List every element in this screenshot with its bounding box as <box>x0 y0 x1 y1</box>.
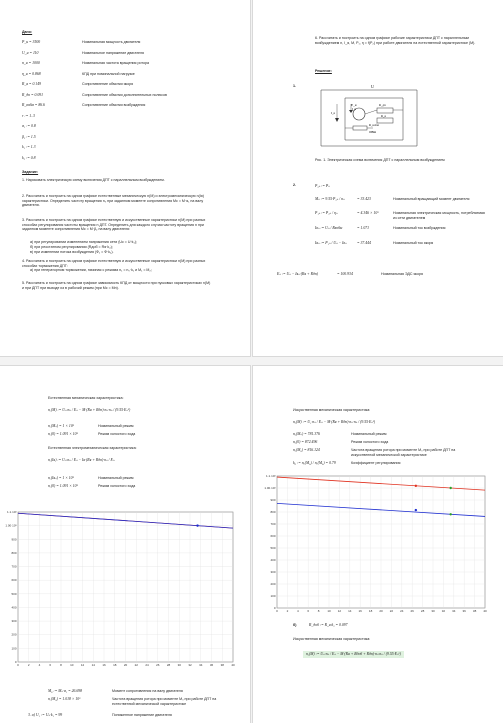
y-tick-label: 300 <box>270 570 276 574</box>
x-tick-label: 32 <box>188 663 192 667</box>
page-1 <box>0 0 250 356</box>
y-tick-label: 300 <box>11 619 17 624</box>
result-description: Номинальный режим <box>98 424 134 428</box>
p3-heading-2: Естественная электромеханическая характеристика: <box>48 446 137 450</box>
param-symbol: R_дп = 0.091 <box>22 92 44 97</box>
task-item: а) при регулировании изменением напряжения сети (Uc = U·k₁); <box>30 240 137 244</box>
param-symbol: n_н = 1000 <box>22 61 40 65</box>
result-description: Режим холостого хода <box>98 432 136 436</box>
y-tick-label: 900 <box>11 537 17 542</box>
y-tick-label: 0 <box>273 606 276 610</box>
p3-eq-1: nₑ(M) := Uₙ·nₙ / Eₙ − M·(Rя + Rдп)·nₙ·nₙ / (9.55·Eₙ²) <box>48 408 131 412</box>
calc-formula: Mₙ := 9.55·P₂ₙ / nₙ <box>315 197 345 201</box>
x-tick-label: 14 <box>348 609 352 613</box>
task-item: б) при реостатном регулировании (Rдоб = Rя·k₂); <box>30 245 113 249</box>
param-description: Сопротивление обмотки якоря <box>82 82 134 86</box>
calc-value: = 33.423 <box>357 197 371 201</box>
x-tick-label: 40 <box>483 609 487 613</box>
result-description: Номинальный режим <box>351 432 387 436</box>
result-formula: nₐ(0) = 872.496 <box>293 440 318 444</box>
result-formula: k₀ := nₐ(M₀) / nₑ(M₀) = 0.79 <box>293 461 336 465</box>
data-point <box>449 487 451 489</box>
task-item: 5. Рассчитать и построить на одном графике зависимость КПД от мощности при пусковых характеристиках n(M) и при ДПТ при выходе из в рабочий режим (при Mс = Mн). <box>22 281 211 290</box>
result-formula: nₐ(M₀) = 816.124 <box>293 448 320 452</box>
x-tick-label: 2 <box>27 663 30 667</box>
result-description: Номинальный режим <box>98 476 134 480</box>
calc-value: = 4.346 × 10³ <box>357 211 379 215</box>
param-description: Сопротивление обмотки возбуждения <box>82 103 146 107</box>
y-tick-label: 100 <box>11 646 17 651</box>
y-tick-label: 500 <box>270 546 276 550</box>
chart-natural-characteristic <box>0 366 250 723</box>
y-tick-label: 600 <box>11 578 17 583</box>
page-3 <box>0 366 250 723</box>
x-tick-label: 0 <box>17 663 19 667</box>
task-item: 4. Рассчитать и построить на одном графике естественную и искусственные характеристики n(M) при разных способах торможения ДПТ: <box>22 259 206 268</box>
x-tick-label: 38 <box>472 609 477 613</box>
x-tick-label: 22 <box>134 663 138 667</box>
x-tick-label: 28 <box>420 609 425 613</box>
label-OVSH: ОВШ <box>369 130 377 134</box>
y-tick-label: 700 <box>11 564 17 569</box>
task-title: Задание: <box>22 170 39 174</box>
item-2: 2. <box>293 183 296 187</box>
y-tick-label: 800 <box>11 550 17 555</box>
y-tick-label: 0 <box>14 660 17 664</box>
x-tick-label: 36 <box>209 663 214 667</box>
label-Ia: I_я <box>331 111 335 115</box>
data-point <box>415 485 417 487</box>
label-Rvo: R_вобм <box>369 123 379 127</box>
x-tick-label: 12 <box>80 663 85 667</box>
param-symbol: α₁ := 0.8 <box>22 124 36 128</box>
result-description: Режим холостого хода <box>98 484 136 488</box>
result-formula: nₑ(Iяₙ) = 1 × 10³ <box>48 476 74 480</box>
x-tick-label: 32 <box>441 609 446 613</box>
p3-heading-1: Естественная механическая характеристика: <box>48 396 124 400</box>
y-tick-label: 1.00·10³ <box>264 486 276 490</box>
x-tick-label: 20 <box>379 609 383 613</box>
x-tick-label: 16 <box>102 663 106 667</box>
x-tick-label: 8 <box>317 609 320 613</box>
x-tick-label: 10 <box>70 663 74 667</box>
circuit-diagram <box>307 84 427 156</box>
x-tick-label: 40 <box>231 663 235 667</box>
label-Ra-res: R_я <box>381 114 386 118</box>
x-tick-label: 28 <box>166 663 171 667</box>
rdob-formula: R_доб := R_я·k₂ = 0.097 <box>309 623 348 627</box>
param-symbol: U_н = 110 <box>22 50 39 55</box>
p4-heading-2: Искусственная механическая характеристика: <box>293 637 371 641</box>
param-description: Сопротивление обмотки дополнительных полюсов <box>82 92 167 97</box>
param-symbol: R_вобм = 86.6 <box>22 103 45 107</box>
param-symbol: k₂ := 0.8 <box>22 155 36 160</box>
page-2 <box>253 0 503 356</box>
x-tick-label: 10 <box>327 609 331 613</box>
x-tick-label: 4 <box>296 609 299 613</box>
calc-formula: Iяₙ := P₁ₙ / Uₙ − Iвₙ <box>315 241 347 245</box>
calc-value: = 37.444 <box>357 241 371 245</box>
figure-caption: Рис. 1. Электрическая схема включения ДПТ с параллельным возбуждением <box>315 158 445 162</box>
result-description: Режим холостого хода <box>351 440 389 444</box>
emf-desc: Номинальная ЭДС якоря <box>381 272 423 276</box>
result-description: Частота вращения ротора при моменте M₀ при работе ДПТ на искусственной механической характеристике <box>351 448 456 457</box>
x-tick-label: 34 <box>199 663 203 667</box>
y-tick-label: 800 <box>270 510 276 514</box>
x-tick-label: 4 <box>38 663 41 667</box>
y-tick-label: 700 <box>270 522 276 526</box>
solution-title: Решение: <box>315 69 332 73</box>
x-tick-label: 34 <box>452 609 456 613</box>
result-formula: nₑ(0) = 1.091 × 10³ <box>48 432 78 436</box>
result-formula: nₑ(M₀) = 1.018 × 10³ <box>48 697 81 701</box>
param-symbol: R_я = 0.149 <box>22 82 41 86</box>
x-tick-label: 24 <box>145 663 149 667</box>
x-tick-label: 6 <box>49 663 52 667</box>
data-point <box>415 509 417 511</box>
p4-eq-1: nₐ(M) := U₁·nₙ / Eₙ − M·(Rя + Rдп)·nₙ·nₙ / (9.55·Eₙ²) <box>293 420 376 424</box>
param-description: Номинальная частота вращения ротора <box>82 61 150 65</box>
y-tick-label: 1.1·10³ <box>265 474 276 478</box>
task-item: в) при изменении потока возбуждения (Ф₁ = Ф·k₂). <box>30 250 114 254</box>
result-description: Частота вращения ротора при моменте M₀ при работе ДПТ на естественной механической характеристике <box>112 697 217 706</box>
result-description: Момент сопротивления на валу двигателя <box>112 689 183 693</box>
calc-formula: P₂ₙ := Pₙ <box>315 184 330 188</box>
result-formula: nₐ(Mₙ) = 781.376 <box>293 432 321 436</box>
calc-description: Номинальный вращающий момент двигателя <box>393 197 470 201</box>
task-item: 1. Нарисовать электрическую схему включения ДПТ с параллельным возбуждением. <box>22 178 165 182</box>
x-tick-label: 18 <box>368 609 373 613</box>
x-tick-label: 24 <box>400 609 404 613</box>
x-tick-label: 0 <box>276 609 278 613</box>
item-1: 1. <box>293 84 296 88</box>
task-item: а) при генераторном торможении, начиная с режима n₁ = n₀·k₁ и M₁ = M₂; <box>30 268 152 272</box>
page-4 <box>253 366 503 723</box>
result-description: Пониженное напряжение двигателя <box>112 713 172 717</box>
task-item: 2. Рассчитать и построить на одном графике естественные механическую n(M) и электромеханическую n(Iя) характеристики. Определить частоту вращения n₀ при заданном моменте сопротивления Mc = M·α₁ на валу двигателя. <box>22 194 204 208</box>
y-tick-label: 500 <box>11 591 17 596</box>
calc-description: Номинальный ток возбуждения <box>393 226 446 230</box>
x-tick-label: 12 <box>337 609 342 613</box>
result-formula: M₀ := Mₙ·α₁ = 26.698 <box>48 689 83 693</box>
p4-eq-2: nₐ(M) := Uₙ·nₙ / Eₙ − M·(Rя + Rдоб + Rдп)·nₙ·nₙ / (9.55·Eₙ²) <box>303 651 404 658</box>
x-tick-label: 26 <box>410 609 414 613</box>
calc-description: Номинальный ток якоря <box>393 241 434 245</box>
task-6: 6. Рассчитать и построить на одном графике рабочие характеристики ДПТ с параллельным возбуждением n, I_я, M, P₁, η = f(P₂) при работе двигателя на естественной характеристике (М). <box>315 36 476 45</box>
param-symbol: P_н = 3500 <box>22 40 41 44</box>
result-formula: 3. а) U₁ := Uₙ·k₁ = 99 <box>28 713 63 717</box>
param-symbol: r := 1..3 <box>22 113 35 118</box>
param-description: КПД при номинальной нагрузке <box>82 71 135 76</box>
p4-heading-1: Искусственная механическая характеристика: <box>293 408 371 412</box>
y-tick-label: 100 <box>270 594 276 598</box>
result-description: Коэффициент регулирования <box>351 461 401 465</box>
given-title: Дано: <box>22 30 33 34</box>
x-tick-label: 30 <box>431 609 435 613</box>
param-symbol: β₂ := 1.5 <box>22 134 36 139</box>
item-b: б) <box>293 623 297 627</box>
x-tick-label: 20 <box>123 663 128 667</box>
y-tick-label: 900 <box>270 498 276 502</box>
x-tick-label: 16 <box>358 609 362 613</box>
calc-formula: Iвₙ := Uₙ / Rвобм <box>315 226 343 230</box>
y-tick-label: 200 <box>11 632 17 637</box>
x-tick-label: 6 <box>307 609 310 613</box>
param-description: Номинальная мощность двигателя <box>82 40 141 44</box>
task-item: 3. Рассчитать и построить на одном графике естественную и искусственные характеристики n(M) при разных способах регулирования частоты вращения n ДПТ. Определить для каждого случая частоту вращения n при заданном моменте сопротивления Mc = M·β₂ на валу двигателя: <box>22 218 206 232</box>
emf-formula: Eₙ := Uₙ − Iяₙ·(Rя + Rдп) <box>277 272 318 276</box>
calc-value: = 1.071 <box>357 226 370 230</box>
emf-value: = 100.934 <box>337 272 353 276</box>
label-E: E_я <box>351 103 357 107</box>
x-tick-label: 2 <box>286 609 289 613</box>
x-tick-label: 36 <box>462 609 466 613</box>
label-U: U <box>371 84 374 89</box>
param-symbol: k₁ := 1.3 <box>22 145 36 149</box>
x-tick-label: 38 <box>220 663 224 667</box>
data-point <box>196 524 198 526</box>
param-description: Номинальное напряжение двигателя <box>82 50 144 55</box>
x-tick-label: 30 <box>177 663 181 667</box>
x-tick-label: 18 <box>113 663 117 667</box>
p3-eq-2: nₑ(Iя) := Uₙ·nₙ / Eₙ − Iя·(Rя + Rдп)·nₙ / Eₙ <box>48 458 115 462</box>
calc-formula: P₁ₙ := P₂ₙ / ηₙ <box>315 211 338 215</box>
y-tick-label: 400 <box>11 605 17 610</box>
y-tick-label: 200 <box>270 582 276 586</box>
result-formula: nₑ(0) = 1.091 × 10³ <box>48 484 78 488</box>
x-tick-label: 26 <box>156 663 160 667</box>
data-point <box>449 513 451 515</box>
y-tick-label: 400 <box>270 558 276 562</box>
x-tick-label: 14 <box>91 663 95 667</box>
y-tick-label: 600 <box>270 534 276 538</box>
calc-description: Номинальная электрическая мощность, потребляемая из сети двигателем <box>393 211 485 220</box>
y-tick-label: 1.1·10³ <box>6 510 17 514</box>
result-formula: nₑ(Mₙ) = 1 × 10³ <box>48 424 74 428</box>
param-symbol: η_н = 0.868 <box>22 71 41 76</box>
y-tick-label: 1.00·10³ <box>5 523 17 528</box>
label-Iv: I_в <box>352 107 356 111</box>
label-Rdp: R_дп <box>379 103 386 107</box>
chart-artificial-characteristic <box>253 366 503 723</box>
x-tick-label: 8 <box>60 663 62 667</box>
x-tick-label: 22 <box>389 609 394 613</box>
